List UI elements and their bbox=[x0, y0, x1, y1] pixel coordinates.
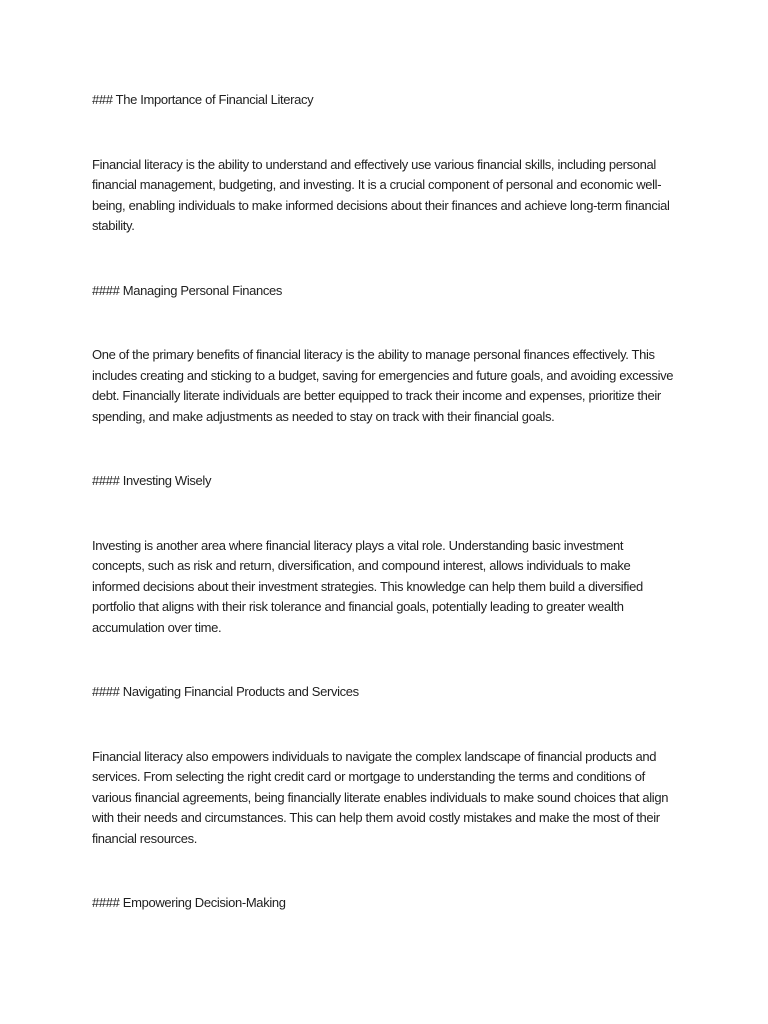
md-heading: ### The Importance of Financial Literacy bbox=[92, 92, 314, 107]
doc-paragraph: Financial literacy is the ability to understand and effectively use various financial skills, including personal financial management, budgeting, and investing. It is a crucial component of personal and economic well-being, enabling individuals to make informed decisions about their finances and achieve long-term financial stability. bbox=[92, 156, 670, 233]
md-heading: #### Navigating Financial Products and Services bbox=[92, 684, 359, 699]
doc-paragraph: Investing is another area where financial literacy plays a vital role. Understanding basic investment concepts, such as risk and return, diversification, and compound interest, allows individuals to make informed decisions about their investment strategies. This knowledge can help them build a diversified portfolio that aligns with their risk tolerance and financial goals, potentially leading to greater wealth accumulation over time. bbox=[92, 537, 643, 635]
md-heading: #### Investing Wisely bbox=[92, 473, 212, 488]
md-heading: #### Managing Personal Finances bbox=[92, 282, 283, 298]
doc-paragraph: Financial literacy also empowers individuals to navigate the complex landscape of financial products and services. From selecting the right credit card or mortgage to understanding the terms and conditions of various financial agreements, being financially literate enables individuals to make sound choices that align with their needs and circumstances. This can help them avoid costly mistakes and make the most of their financial resources. bbox=[92, 748, 669, 846]
doc-paragraph: One of the primary benefits of financial literacy is the ability to manage personal finances effectively. This includes creating and sticking to a budget, saving for emergencies and future goals, and avoiding excessive debt. Financially literate individuals are better equipped to track their income and expenses, prioritize their spending, and make adjustments as needed to stay on track with their financial goals. bbox=[92, 347, 674, 424]
md-heading: #### Empowering Decision-Making bbox=[92, 895, 286, 910]
